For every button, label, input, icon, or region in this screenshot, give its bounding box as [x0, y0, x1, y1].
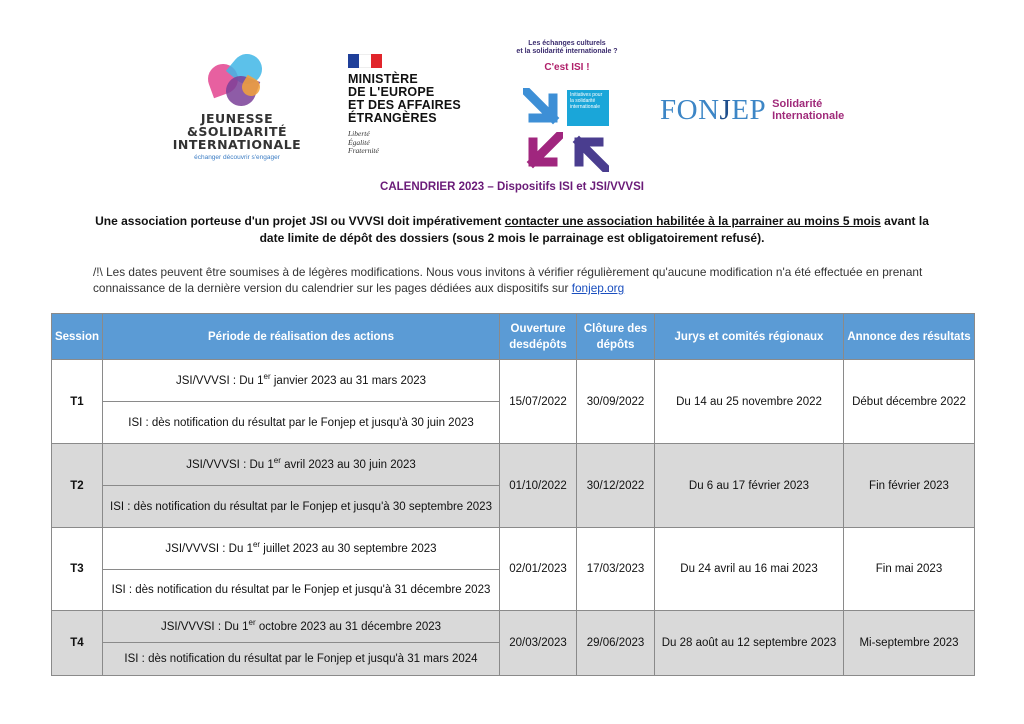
logo-banner — [0, 30, 1024, 180]
header-periode: Période de réalisation des actions — [103, 314, 500, 360]
table-row — [52, 528, 975, 570]
fonjep-tag-line: Solidarité — [772, 98, 823, 110]
notice-paragraph — [93, 264, 973, 296]
isi-period-cell: ISI : dès notification du résultat par le Fonjep et jusqu'à 31 mars 2024 — [103, 643, 500, 676]
table-header-row — [52, 314, 975, 360]
header-session: Session — [52, 314, 103, 360]
jurys-cell: Du 28 août au 12 septembre 2023 — [655, 611, 844, 676]
jsi-period-a: JSI/VVVSI : Du 1 — [160, 620, 249, 633]
isi-logo — [497, 40, 637, 180]
ministere-line: MINISTÈRE — [348, 72, 418, 86]
table-row — [52, 360, 975, 402]
ministere-line: ET DES AFFAIRES — [348, 98, 461, 112]
session-cell: T3 — [52, 528, 103, 611]
jsi-period-a: JSI/VVVSI : Du 1 — [175, 374, 264, 387]
cloture-cell: 30/09/2022 — [577, 360, 655, 444]
jurys-cell: Du 14 au 25 novembre 2022 — [655, 360, 844, 444]
jsi-logo — [172, 52, 302, 170]
ministere-line: ÉTRANGÈRES — [348, 111, 437, 125]
isi-cest: C'est ISI ! — [544, 62, 590, 73]
fonjep-word-part: J — [719, 93, 732, 126]
jsi-period-a: JSI/VVVSI : Du 1 — [165, 542, 253, 555]
intro-part: Une association porteuse d'un projet JSI ou VVVSI doit impérativement — [95, 214, 505, 228]
header-jurys: Jurys et comités régionaux — [655, 314, 844, 360]
table-row — [52, 444, 975, 486]
jsi-period-b: juillet 2023 au 30 septembre 2023 — [260, 542, 437, 555]
header-ouverture: Ouverture desdépôts — [500, 314, 577, 360]
jsi-tagline: échanger découvrir s'engager — [194, 154, 280, 161]
isi-label: Initiatives pour la solidarité internationale — [567, 90, 609, 126]
page-title: CALENDRIER 2023 – Dispositifs ISI et JSI/VVVSI — [380, 181, 644, 193]
isi-arrows-icon — [521, 88, 611, 174]
intro-underlined: contacter une association habilitée à la parrainer au moins 5 mois — [504, 214, 881, 228]
ordinal-sup: er — [252, 539, 261, 549]
jsi-period-b: avril 2023 au 30 juin 2023 — [280, 458, 416, 471]
fonjep-logo — [660, 90, 860, 130]
annonce-cell: Fin mai 2023 — [844, 528, 975, 611]
jsi-period-cell — [103, 611, 500, 643]
jsi-period-cell — [103, 444, 500, 486]
annonce-cell: Mi-septembre 2023 — [844, 611, 975, 676]
session-cell: T1 — [52, 360, 103, 444]
notice-text: /!\ Les dates peuvent être soumises à de légères modifications. Nous vous invitons à vérifier régulièrement qu'aucune modification n'a été effectuée en prenant connaissance de la dernière version du calendrier sur les pages dédiées aux dispositifs sur — [93, 265, 923, 295]
ouverture-cell: 01/10/2022 — [500, 444, 577, 528]
fonjep-word-part: EP — [731, 93, 767, 126]
ministere-line: DE L'EUROPE — [348, 85, 435, 99]
table-row — [52, 611, 975, 643]
ouverture-cell: 15/07/2022 — [500, 360, 577, 444]
ordinal-sup: er — [263, 371, 271, 381]
french-flag-icon — [348, 54, 382, 68]
jsi-period-a: JSI/VVVSI : Du 1 — [186, 458, 274, 471]
intro-part: avant la date limite de dépôt des dossiers (sous 2 mois le parrainage est obligatoirement refusé). — [259, 214, 929, 245]
motto-line: Fraternité — [348, 146, 379, 155]
isi-period-cell: ISI : dès notification du résultat par le Fonjep et jusqu'à 30 septembre 2023 — [103, 486, 500, 528]
fonjep-link[interactable]: fonjep.org — [571, 281, 625, 295]
jsi-period-b: janvier 2023 au 31 mars 2023 — [270, 374, 427, 387]
jsi-logo-line: JEUNESSE — [200, 111, 274, 126]
motto-line: Liberté — [348, 129, 370, 138]
annonce-cell: Fin février 2023 — [844, 444, 975, 528]
ouverture-cell: 20/03/2023 — [500, 611, 577, 676]
session-cell: T4 — [52, 611, 103, 676]
calendar-table — [51, 313, 975, 676]
ordinal-sup: er — [248, 617, 256, 627]
header-cloture: Clôture des dépôts — [577, 314, 655, 360]
cloture-cell: 17/03/2023 — [577, 528, 655, 611]
fonjep-tag-line: Internationale — [772, 110, 845, 122]
jsi-period-cell — [103, 528, 500, 570]
session-cell: T2 — [52, 444, 103, 528]
cloture-cell: 30/12/2022 — [577, 444, 655, 528]
jsi-petals-icon — [202, 52, 272, 110]
fonjep-word-part: FON — [660, 93, 720, 126]
isi-tagline-line: et la solidarité internationale ? — [516, 48, 618, 55]
header-annonce: Annonce des résultats — [844, 314, 975, 360]
jurys-cell: Du 6 au 17 février 2023 — [655, 444, 844, 528]
jsi-period-b: octobre 2023 au 31 décembre 2023 — [255, 620, 442, 633]
cloture-cell: 29/06/2023 — [577, 611, 655, 676]
jurys-cell: Du 24 avril au 16 mai 2023 — [655, 528, 844, 611]
isi-tagline-line: Les échanges culturels — [528, 40, 606, 47]
ouverture-cell: 02/01/2023 — [500, 528, 577, 611]
jsi-period-cell — [103, 360, 500, 402]
ministere-logo — [348, 54, 478, 164]
annonce-cell: Début décembre 2022 — [844, 360, 975, 444]
isi-period-cell: ISI : dès notification du résultat par le Fonjep et jusqu'à 31 décembre 2023 — [103, 570, 500, 611]
isi-period-cell: ISI : dès notification du résultat par le Fonjep et jusqu'à 30 juin 2023 — [103, 402, 500, 444]
motto-line: Égalité — [348, 137, 370, 147]
jsi-logo-line: INTERNATIONALE — [172, 137, 302, 152]
ordinal-sup: er — [273, 455, 281, 465]
jsi-logo-line: &SOLIDARITÉ — [186, 124, 288, 139]
intro-paragraph — [85, 213, 939, 247]
